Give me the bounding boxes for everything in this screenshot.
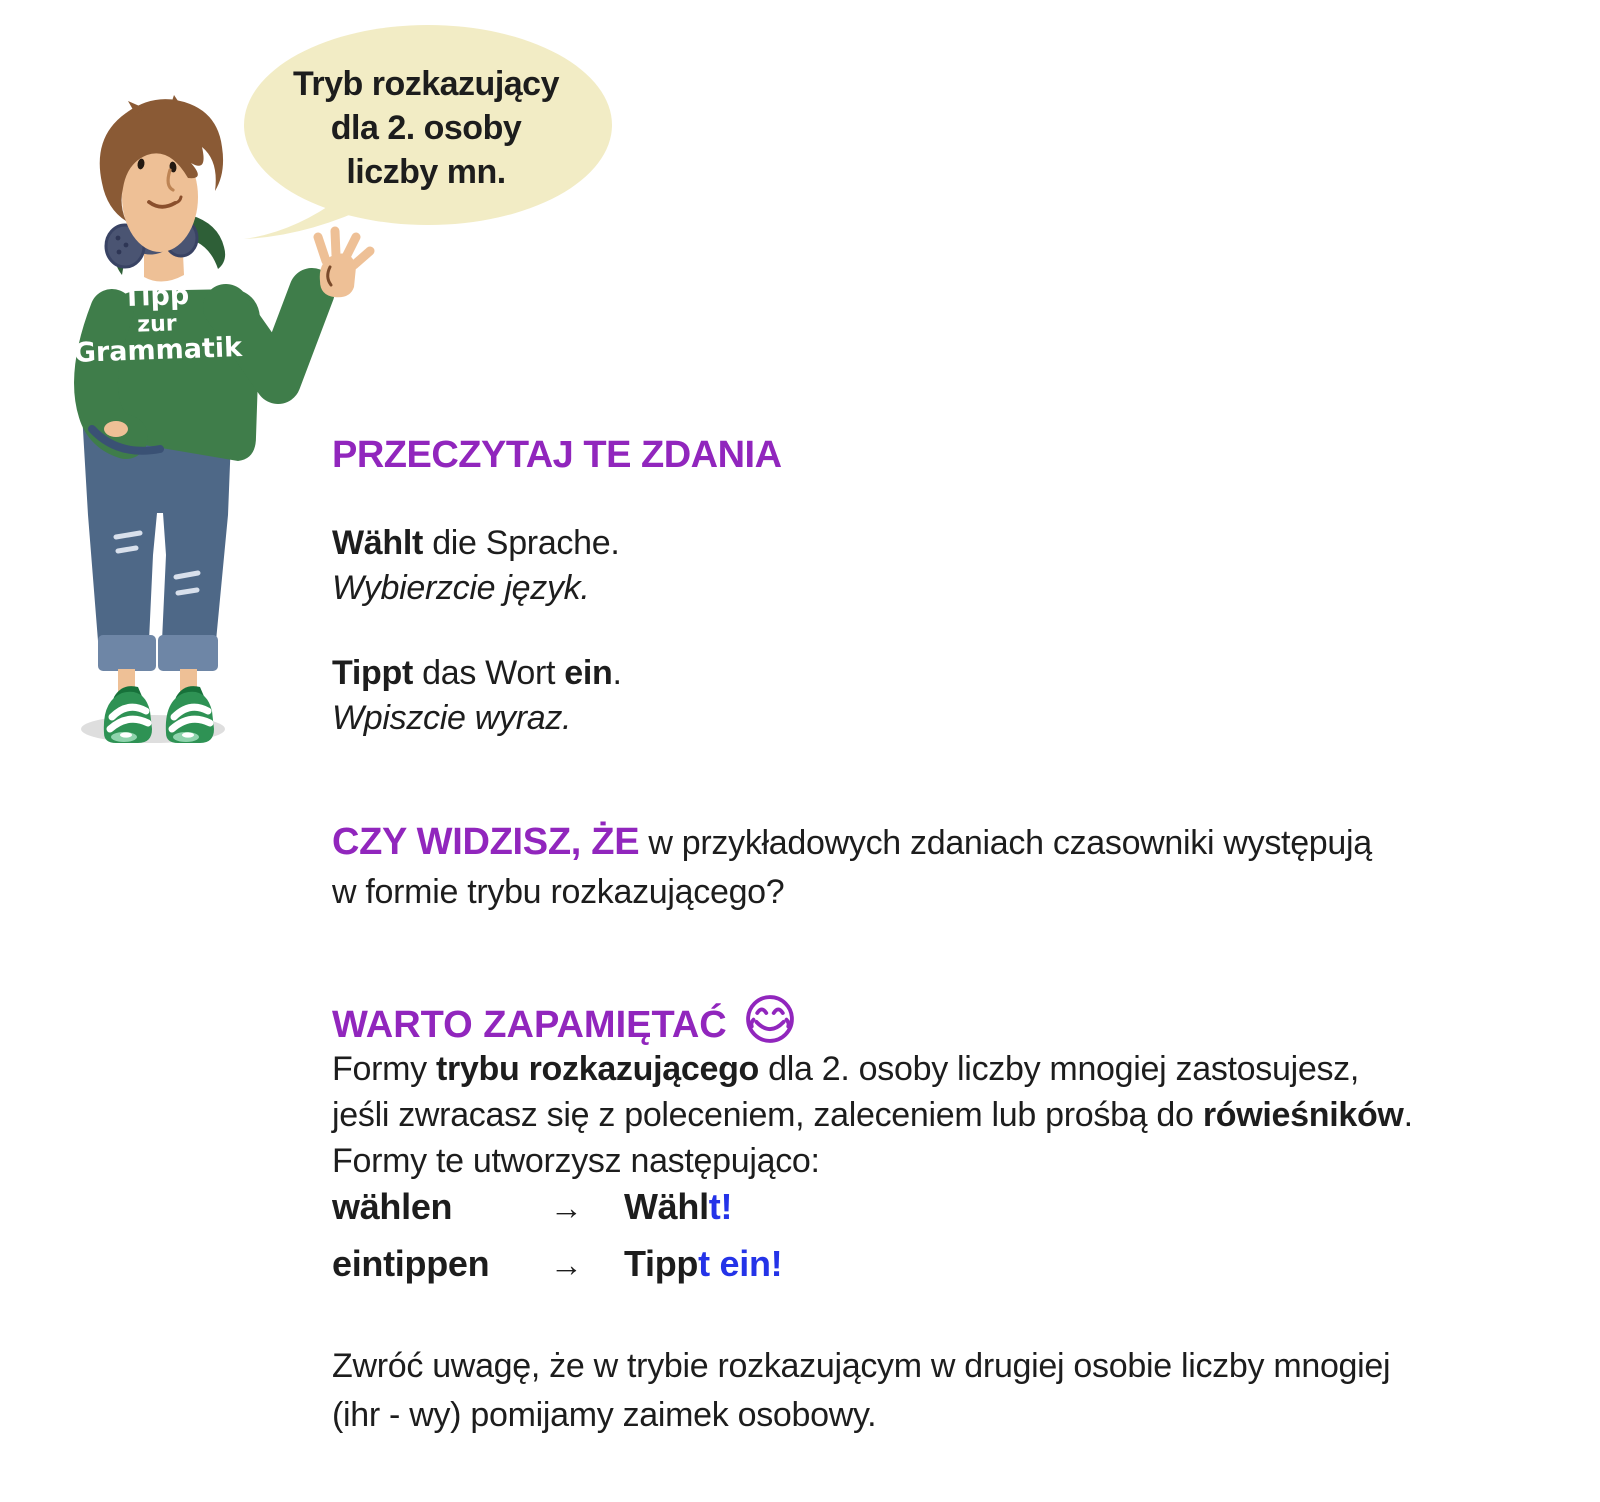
waving-hand bbox=[318, 231, 370, 297]
question-line2: w formie trybu rozkazującego? bbox=[332, 873, 785, 911]
remember-line3: Formy te utworzysz następująco: bbox=[332, 1142, 820, 1180]
sneaker-right bbox=[166, 686, 214, 743]
note-section bbox=[332, 1342, 1390, 1440]
hand-in-pocket bbox=[104, 421, 128, 437]
verb1-result bbox=[624, 1186, 732, 1228]
question-line1-rest: w przykładowych zdaniach czasowniki występują bbox=[639, 824, 1372, 862]
verb2-infinitive: eintippen bbox=[332, 1243, 490, 1284]
note-line1: Zwróć uwagę, że w trybie rozkazującym w drugiej osobie liczby mnogiej bbox=[332, 1347, 1391, 1385]
hoodie-text-line3: Grammatik bbox=[73, 332, 243, 369]
hoodie-text-line1: Tipp bbox=[122, 279, 190, 314]
remember-line2-pre: jeśli zwracasz się z poleceniem, zaleceniem lub prośbą do bbox=[332, 1096, 1203, 1134]
remember-line2-post: . bbox=[1403, 1096, 1413, 1134]
bubble-line-3: liczby mn. bbox=[346, 153, 506, 191]
verb1-result-ending: t! bbox=[708, 1186, 733, 1227]
remember-line1-post: dla 2. osoby liczby mnogiej zastosujesz, bbox=[759, 1050, 1360, 1088]
bubble-line-1: Tryb rozkazujący bbox=[292, 65, 559, 103]
example2-polish: Wpiszcie wyraz. bbox=[332, 699, 572, 737]
remember-section-heading-row bbox=[332, 992, 797, 1047]
verb-row-1 bbox=[332, 1186, 732, 1228]
example1-german-rest: die Sprache. bbox=[423, 524, 620, 562]
example2-german-end: . bbox=[612, 654, 622, 692]
verb2-result-ending: t ein! bbox=[698, 1243, 783, 1284]
jeans-cuff-left bbox=[98, 635, 156, 671]
remember-paragraph bbox=[332, 1046, 1413, 1184]
remember-line2-bold: rówieśników bbox=[1202, 1096, 1404, 1134]
example2-german-bold2: ein bbox=[564, 654, 613, 692]
read-section-heading: PRZECZYTAJ TE ZDANIA bbox=[332, 434, 782, 476]
example1-german bbox=[332, 521, 620, 565]
example2-german bbox=[332, 651, 622, 695]
jeans-cuff-right bbox=[158, 635, 218, 671]
example2-german-mid: das Wort bbox=[412, 654, 565, 692]
verb1-result-stem: Wähl bbox=[624, 1186, 709, 1227]
note-line2: (ihr - wy) pomijamy zaimek osobowy. bbox=[332, 1396, 877, 1434]
verb1-infinitive: wählen bbox=[332, 1186, 453, 1227]
question-section-heading: CZY WIDZISZ, ŻE bbox=[332, 821, 640, 863]
hoodie bbox=[92, 289, 312, 461]
verb2-result bbox=[624, 1243, 782, 1285]
example2-german-bold: Tippt bbox=[332, 654, 413, 692]
sneaker-left bbox=[104, 686, 152, 743]
arrow-icon: → bbox=[550, 1189, 583, 1226]
arrow-icon: → bbox=[550, 1246, 583, 1283]
remember-section-heading: WARTO ZAPAMIĘTAĆ bbox=[332, 1004, 727, 1046]
example1-german-bold: Wählt bbox=[332, 524, 424, 562]
question-section bbox=[332, 818, 1372, 917]
verb-row-2 bbox=[332, 1243, 782, 1285]
smiling-face-icon bbox=[743, 992, 797, 1046]
remember-line1-pre: Formy bbox=[332, 1050, 436, 1088]
verb2-result-stem: Tipp bbox=[624, 1243, 699, 1284]
hoodie-text-line2: zur bbox=[136, 311, 178, 338]
example1-polish: Wybierzcie język. bbox=[332, 569, 590, 607]
bubble-line-2: dla 2. osoby bbox=[330, 109, 522, 147]
remember-line1-bold: trybu rozkazującego bbox=[435, 1050, 760, 1088]
